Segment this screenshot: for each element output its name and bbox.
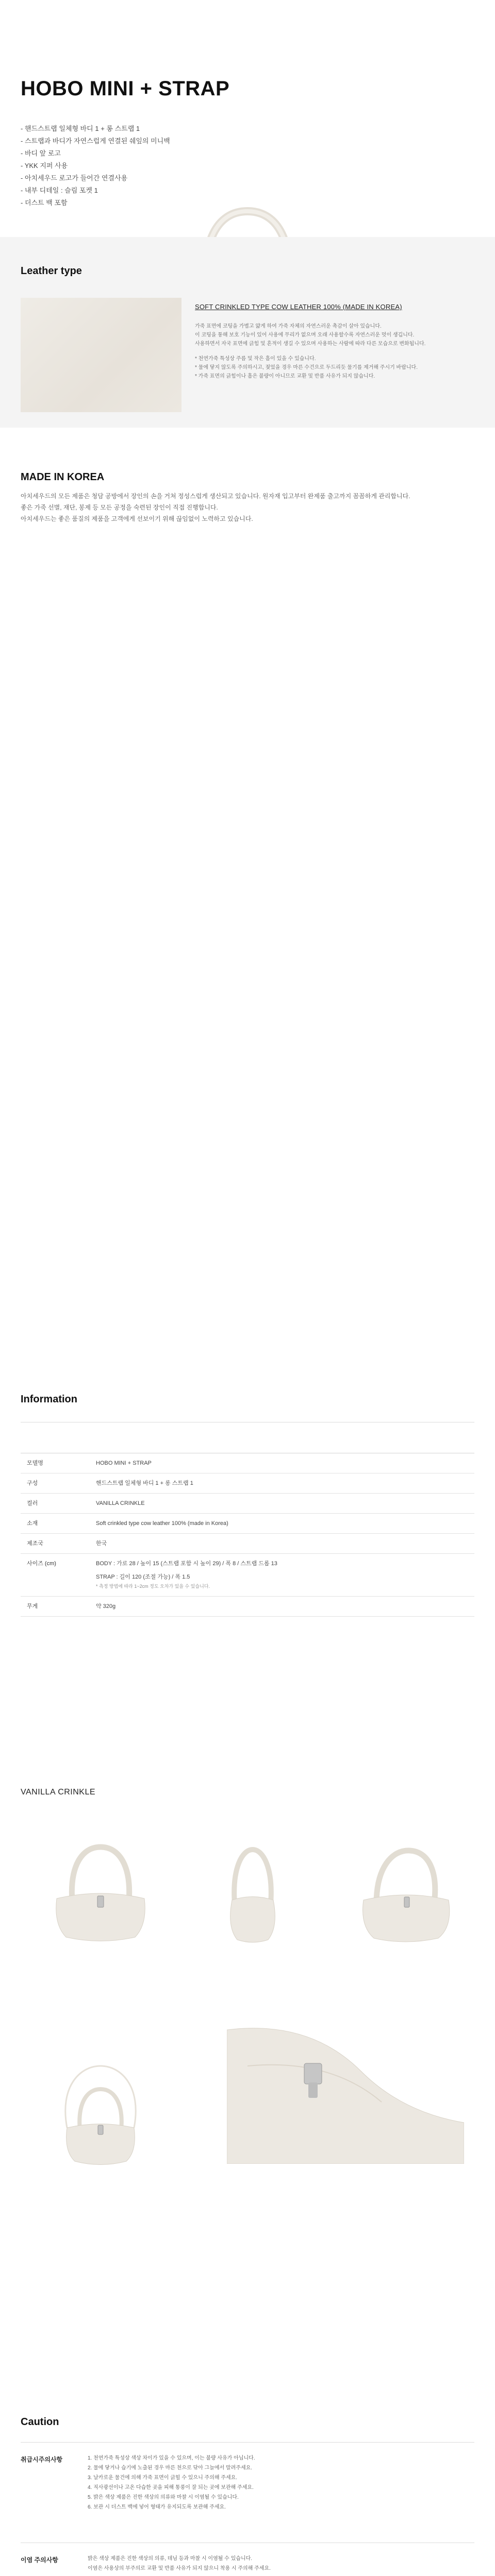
gallery-angle-image: [345, 1839, 464, 1947]
feature-item: - 아치세우드 로고가 들어간 연결사용: [21, 174, 128, 182]
made-in-korea-image-area: [0, 536, 495, 1360]
leather-heading: SOFT CRINKLED TYPE COW LEATHER 100% (MADE IN KOREA): [195, 303, 402, 311]
gallery-front-image: [41, 1839, 160, 1947]
feature-item: - 스트랩과 바디가 자연스럽게 연결된 쉐잎의 미니백: [21, 137, 170, 145]
info-row: [21, 1534, 474, 1554]
info-value: VANILLA CRINKLE: [90, 1494, 474, 1514]
feature-item: - 더스트 백 포함: [21, 199, 68, 207]
caution-title: Caution: [21, 2416, 59, 2428]
info-key: 무게: [21, 1597, 90, 1617]
feature-item: - 내부 디테일 : 슬림 포켓 1: [21, 187, 98, 194]
leather-section-title: Leather type: [21, 265, 82, 277]
information-title: Information: [21, 1394, 77, 1405]
info-value: 핸드스트랩 일체형 바디 1 + 롱 스트랩 1: [90, 1473, 474, 1494]
leather-note: * 물에 닿지 않도록 주의하시고, 젖었을 경우 마른 수건으로 두드리듯 물기를 제거해 주시기 바랍니다.: [195, 365, 418, 370]
info-row: [21, 1453, 474, 1473]
info-row: [21, 1554, 474, 1597]
information-table: [21, 1453, 474, 1617]
info-key: 소재: [21, 1514, 90, 1534]
info-row: [21, 1514, 474, 1534]
leather-note: * 천연가죽 특성상 주름 및 작은 흠이 있을 수 있습니다.: [195, 356, 316, 362]
gallery-strap-image: [41, 2025, 160, 2179]
caution-label: 취급시주의사항: [21, 2456, 63, 2463]
info-value: BODY : 가로 28 / 높이 15 (스트랩 포함 시 높이 29) / 폭 8 / 스트랩 드롭 13 STRAP : 길이 120 (조절 가능) / 폭 1.5 * 측정 방법에 따라 1~2cm 정도 오차가 있을 수 있습니다.: [90, 1554, 474, 1597]
leather-swatch: [21, 298, 182, 412]
info-value: HOBO MINI + STRAP: [90, 1453, 474, 1473]
info-value: 약 320g: [90, 1597, 474, 1617]
made-line: 아치세우드의 모든 제품은 청담 공방에서 장인의 손을 거쳐 정성스럽게 생산되고 있습니다. 원자재 입고부터 완제품 출고까지 꼼꼼하게 관리합니다.: [21, 493, 410, 500]
leather-note: * 가죽 표면의 긁힘이나 흠은 불량이 아니므로 교환 및 반품 사유가 되지 않습니다.: [195, 374, 375, 379]
info-key: 모델명: [21, 1453, 90, 1473]
caution-dye-text: 밝은 색상 제품은 진한 색상의 의류, 데님 등과 마찰 시 이염될 수 있습니다. 이염은 사용상의 부주의로 교환 및 반품 사유가 되지 않으니 착용 시 주의해 주세요.: [88, 2556, 271, 2571]
info-value: Soft crinkled type cow leather 100% (made in Korea): [90, 1514, 474, 1534]
info-row: [21, 1473, 474, 1494]
info-key: 사이즈 (cm): [21, 1554, 90, 1597]
caution-label: 이염 주의사항: [21, 2556, 58, 2564]
info-key: 구성: [21, 1473, 90, 1494]
made-line: 아치세우드는 좋은 품질의 제품을 고객에게 선보이기 위해 끊임없이 노력하고 있습니다.: [21, 515, 253, 522]
info-key: 제조국: [21, 1534, 90, 1554]
leather-line: 사용하면서 자국 표면에 긁힘 및 흔적이 생길 수 있으며 사용하는 사람에 따라 다른 모습으로 변화됩니다.: [195, 341, 426, 347]
made-in-korea-title: MADE IN KOREA: [21, 471, 105, 483]
info-row: [21, 1494, 474, 1514]
leather-line: 가죽 표면에 코팅을 가볍고 얇게 하여 가죽 자체의 자연스러운 촉감이 살아 있습니다.: [195, 324, 382, 329]
gallery-side-image: [206, 1839, 299, 1947]
feature-list: [21, 123, 170, 209]
color-label: VANILLA CRINKLE: [21, 1788, 96, 1797]
feature-item: - 바디 앞 로고: [21, 149, 61, 157]
made-line: 좋은 가죽 선별, 재단, 봉제 등 모든 공정을 숙련된 장인이 직접 진행합니다.: [21, 504, 218, 511]
leather-description: [195, 322, 473, 381]
made-in-korea-text: [21, 490, 474, 524]
gallery-detail-image: [227, 2009, 464, 2164]
info-key: 컬러: [21, 1494, 90, 1514]
leather-line: 이 코팅을 통해 보호 기능이 있어 사용에 무리가 없으며 오래 사용할수록 자연스러운 멋이 생깁니다.: [195, 332, 415, 338]
feature-item: - 핸드스트랩 일체형 바디 1 + 롱 스트랩 1: [21, 125, 140, 132]
info-row: [21, 1597, 474, 1617]
info-value: 한국: [90, 1534, 474, 1554]
caution-handling-text: 1. 천연가죽 특성상 색상 차이가 있을 수 있으며, 이는 불량 사유가 아닙니다. 2. 물에 닿거나 습기에 노출된 경우 마른 천으로 닦아 그늘에서 말려주세요. 3. 날카로운 물건에 의해 가죽 표면이 긁힐 수 있으니 주의해 주세요. 4. 직사광선이나 고온 다습한 곳을 피해 통풍이 잘 되는 곳에 보관해 주세요. 5. 밝은 색상 제품은 진한 색상의 의류와 마찰 시 이염될 수 있습니다. 6. 보관 시 더스트 백에 넣어 형태가 유지되도록 보관해 주세요.: [88, 2455, 255, 2510]
product-title: HOBO MINI + STRAP: [21, 77, 230, 100]
feature-item: - YKK 지퍼 사용: [21, 162, 68, 170]
